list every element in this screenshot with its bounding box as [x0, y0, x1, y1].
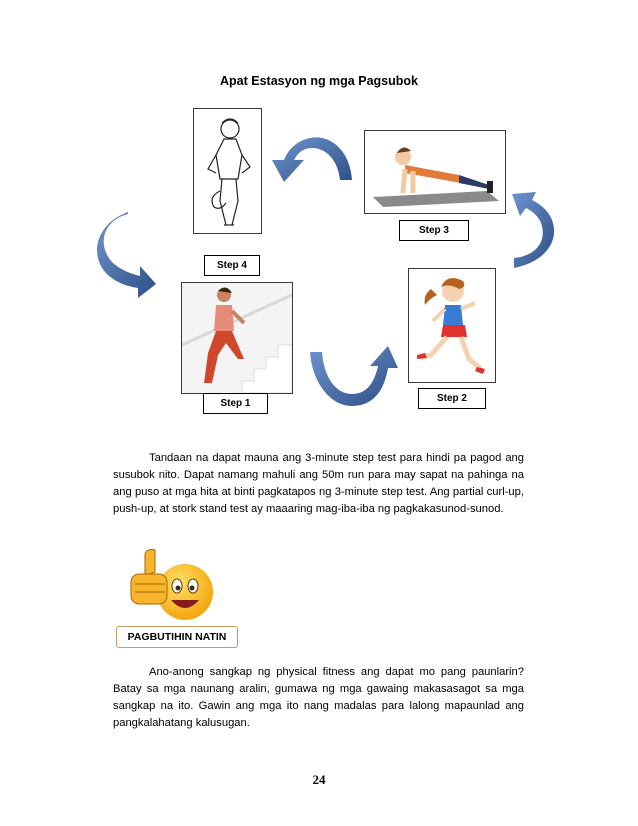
fitness-question-paragraph — [113, 664, 524, 732]
pagbutihin-natin-badge: PAGBUTIHIN NATIN — [116, 626, 238, 648]
fitness-question-text: Ano-anong sangkap ng physical fitness ang dapat mo pang paunlarin? Batay sa mga naunang aralin, gumawa ng mga gawaing makasasagot sa mga sangkap na ito. Gawin ang mga ito nang madalas para lalong mapaunlad ang pangkalahatang kalusugan. — [113, 666, 524, 729]
instruction-paragraph — [113, 450, 524, 518]
arrow-step1-to-step2 — [310, 346, 398, 406]
step-4-label: Step 4 — [204, 255, 260, 276]
step-2-label: Step 2 — [418, 388, 486, 409]
page-title: Apat Estasyon ng mga Pagsubok — [220, 74, 418, 88]
step-1-label: Step 1 — [203, 393, 268, 414]
arrow-step3-to-step4 — [272, 137, 352, 182]
thumbs-up-smiley-icon — [125, 546, 217, 628]
page-number: 24 — [312, 772, 326, 787]
arrow-step2-to-step3 — [512, 192, 554, 268]
arrow-step4-to-step1 — [97, 212, 156, 298]
instruction-text: Tandaan na dapat mauna ang 3-minute step test para hindi pa pagod ang susubok nito. Dapat namang mahuli ang 50m run para may sapat na pahinga na ang puso at mga hita at binti pagkatapos ng 3-minute step test. Ang partial curl-up, push-up, at stork stand test ay maaaring mag-iba-iba ng pagkakasunod-sunod. — [113, 452, 524, 515]
step-3-label: Step 3 — [399, 220, 469, 241]
